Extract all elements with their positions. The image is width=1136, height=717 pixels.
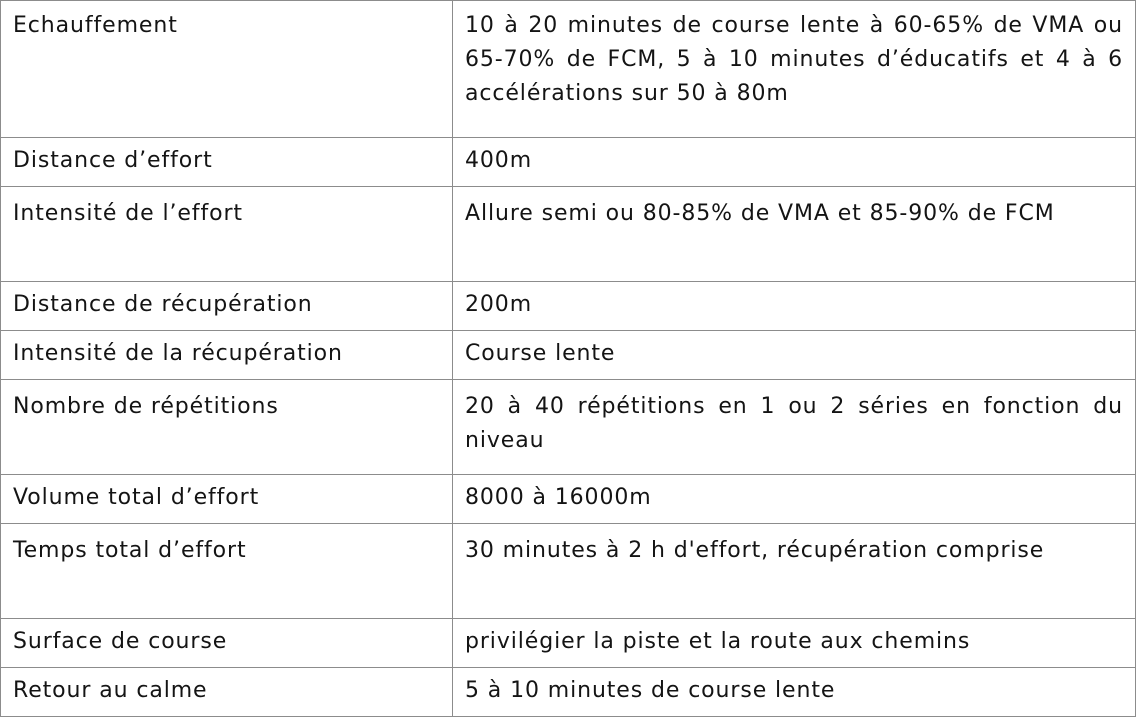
row-label-temps-total: Temps total d’effort — [1, 524, 453, 619]
row-value-intensite-effort: Allure semi ou 80-85% de VMA et 85-90% de FCM — [453, 187, 1136, 282]
row-label-intensite-effort: Intensité de l’effort — [1, 187, 453, 282]
row-label-distance-recuperation: Distance de récupération — [1, 282, 453, 331]
row-value-retour-calme: 5 à 10 minutes de course lente — [453, 668, 1136, 717]
table-row — [1, 524, 1136, 619]
table-row — [1, 187, 1136, 282]
row-label-retour-calme: Retour au calme — [1, 668, 453, 717]
row-value-surface-course: privilégier la piste et la route aux chemins — [453, 619, 1136, 668]
row-value-volume-total: 8000 à 16000m — [453, 475, 1136, 524]
row-label-intensite-recuperation: Intensité de la récupération — [1, 331, 453, 380]
table-row — [1, 138, 1136, 187]
table-row — [1, 475, 1136, 524]
row-value-distance-recuperation: 200m — [453, 282, 1136, 331]
row-value-echauffement: 10 à 20 minutes de course lente à 60-65% de VMA ou 65-70% de FCM, 5 à 10 minutes d’éducatifs et 4 à 6 accélérations sur 50 à 80m — [453, 1, 1136, 138]
table-row — [1, 331, 1136, 380]
table-row — [1, 668, 1136, 717]
row-value-nombre-repetitions: 20 à 40 répétitions en 1 ou 2 séries en fonction du niveau — [453, 380, 1136, 475]
row-label-distance-effort: Distance d’effort — [1, 138, 453, 187]
row-label-surface-course: Surface de course — [1, 619, 453, 668]
row-label-echauffement: Echauffement — [1, 1, 453, 138]
row-value-temps-total: 30 minutes à 2 h d'effort, récupération comprise — [453, 524, 1136, 619]
row-value-intensite-recuperation: Course lente — [453, 331, 1136, 380]
row-value-distance-effort: 400m — [453, 138, 1136, 187]
table-row — [1, 282, 1136, 331]
table-row — [1, 619, 1136, 668]
row-label-volume-total: Volume total d’effort — [1, 475, 453, 524]
table-row — [1, 380, 1136, 475]
row-label-nombre-repetitions: Nombre de répétitions — [1, 380, 453, 475]
table-row — [1, 1, 1136, 138]
